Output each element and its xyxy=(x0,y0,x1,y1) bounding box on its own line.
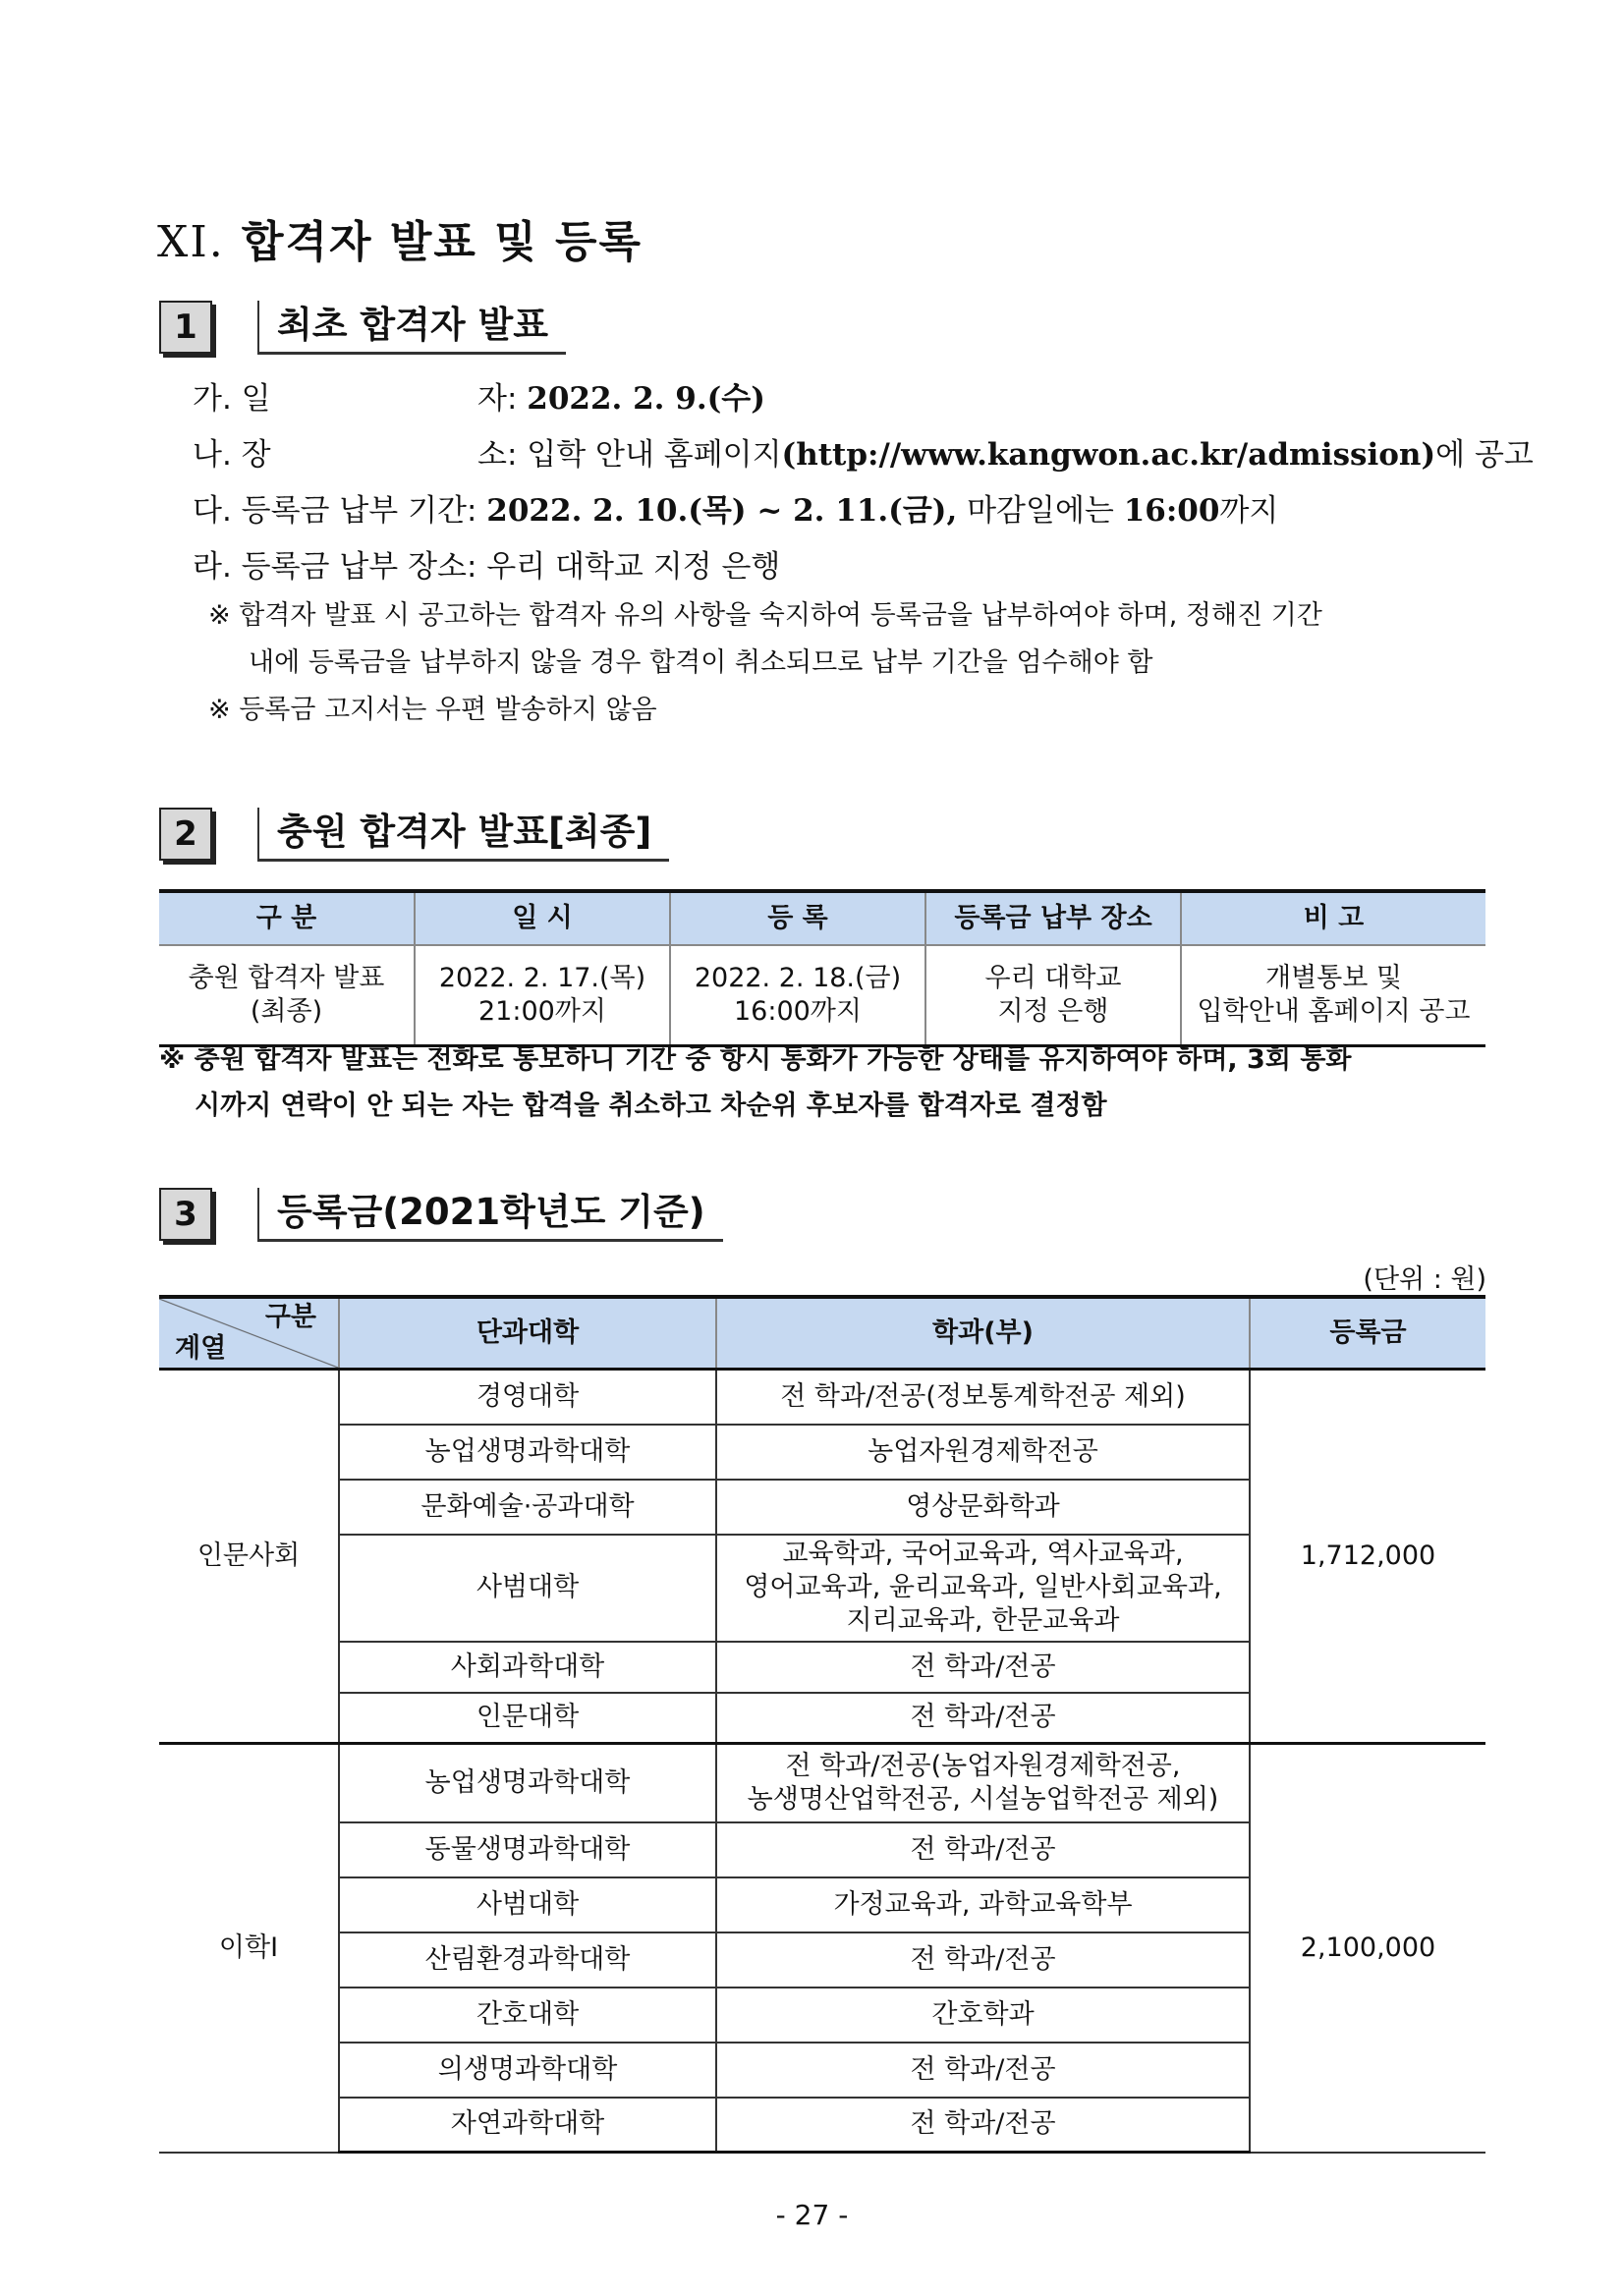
cell-department xyxy=(716,1744,1250,1822)
cell-line: 16:00까지 xyxy=(734,996,862,1027)
cell-line: 개별통보 및 xyxy=(1265,963,1402,993)
s1-note-1-cont: 내에 등록금을 납부하지 않을 경우 합격이 취소되므로 납부 기간을 엄수해야 함 xyxy=(249,647,1153,678)
dept-line: 교육학과, 국어교육과, 역사교육과, xyxy=(782,1539,1184,1569)
cell-department xyxy=(716,1822,1250,1877)
chapter-number: XI. xyxy=(157,217,225,267)
s1-place-label: 나. 장 xyxy=(193,437,271,473)
cell-line: 입학안내 홈페이지 공고 xyxy=(1197,996,1471,1027)
cell-registration xyxy=(670,945,925,1046)
table-row xyxy=(159,1370,1485,1425)
cell-datetime xyxy=(415,945,670,1046)
cell-line: 2022. 2. 17.(목) xyxy=(438,963,646,993)
cell-line: 충원 합격자 발표 xyxy=(188,963,385,993)
table-row xyxy=(159,1744,1485,1822)
col-datetime: 일 시 xyxy=(415,891,670,945)
s1-bank-label: 라. 등록금 납부 장소: xyxy=(193,549,477,585)
tuition-table xyxy=(159,1295,1485,2154)
cell-line: 지정 은행 xyxy=(997,996,1109,1027)
col-registration: 등 록 xyxy=(670,891,925,945)
corner-top-label: 구분 xyxy=(264,1302,316,1332)
col-payment-place: 등록금 납부 장소 xyxy=(925,891,1181,945)
s1-date-value: 2022. 2. 9.(수) xyxy=(527,381,765,417)
cell-line: 21:00까지 xyxy=(478,996,606,1027)
s1-date-label: 가. 일 xyxy=(193,381,271,417)
cell-payment-place xyxy=(925,945,1181,1046)
section3-number: 3 xyxy=(159,1188,212,1241)
cell-line: (최종) xyxy=(250,996,323,1027)
s1-admission-link[interactable]: (http://www.kangwon.ac.kr/admission) xyxy=(781,437,1436,473)
s1-note-2: ※ 등록금 고지서는 우편 발송하지 않음 xyxy=(208,695,657,725)
cell-department xyxy=(716,1877,1250,1932)
dept-line: 전 학과/전공 xyxy=(910,2053,1056,2085)
page-number: - 27 - xyxy=(775,2199,849,2231)
dept-line: 간호학과 xyxy=(931,1998,1035,2030)
cell-department xyxy=(716,1932,1250,1988)
cell-department xyxy=(716,1535,1250,1642)
group-fee: 2,100,000 xyxy=(1250,1744,1485,2153)
s1-item-period xyxy=(193,491,1278,531)
cell-college: 농업생명과학대학 xyxy=(339,1744,716,1822)
supplementary-announcement-table xyxy=(159,889,1485,1047)
s1-period-time: 16:00 xyxy=(1123,493,1220,529)
col-department: 학과(부) xyxy=(716,1297,1250,1370)
dept-line: 전 학과/전공(정보통계학전공 제외) xyxy=(780,1380,1186,1412)
s1-item-date xyxy=(193,379,765,419)
dept-line: 지리교육과, 한문교육과 xyxy=(846,1605,1120,1636)
dept-line: 전 학과/전공 xyxy=(910,1651,1056,1682)
cell-department xyxy=(716,2043,1250,2098)
cell-department xyxy=(716,1480,1250,1535)
section1-number: 1 xyxy=(159,301,212,354)
s2-note-1: ※ 충원 합격자 발표는 전화로 통보하니 기간 중 항시 통화가 가능한 상태를 유지하여야 하며, 3회 통화 xyxy=(159,1044,1352,1075)
s1-place-value: 입학 안내 홈페이지 xyxy=(527,437,782,473)
s2-note-1-cont: 시까지 연락이 안 되는 자는 합격을 취소하고 차순위 후보자를 합격자로 결정함 xyxy=(195,1091,1107,1121)
dept-line: 농생명산업학전공, 시설농업학전공 제외) xyxy=(747,1783,1219,1815)
table-row xyxy=(159,945,1485,1046)
s1-period-until: 까지 xyxy=(1219,493,1279,529)
cell-department xyxy=(716,1425,1250,1480)
cell-department xyxy=(716,1693,1250,1744)
cell-department xyxy=(716,1370,1250,1425)
section3-title: 등록금(2021학년도 기준) xyxy=(257,1188,723,1242)
group-fee: 1,712,000 xyxy=(1250,1370,1485,1744)
cell-college: 동물생명과학대학 xyxy=(339,1822,716,1877)
cell-college: 경영대학 xyxy=(339,1370,716,1425)
dept-line: 전 학과/전공 xyxy=(910,1702,1056,1733)
table-header-row xyxy=(159,891,1485,945)
cell-college: 의생명과학대학 xyxy=(339,2043,716,2098)
cell-department xyxy=(716,2098,1250,2153)
s1-place-label2: 소: xyxy=(477,437,518,473)
cell-department xyxy=(716,1988,1250,2043)
cell-remarks xyxy=(1181,945,1485,1046)
cell-category xyxy=(159,945,415,1046)
group-name: 인문사회 xyxy=(159,1370,339,1744)
cell-college: 문화예술·공과대학 xyxy=(339,1480,716,1535)
corner-header xyxy=(159,1297,339,1370)
s1-place-suffix: 에 공고 xyxy=(1435,437,1534,473)
dept-line: 전 학과/전공 xyxy=(910,1833,1056,1865)
corner-bottom-label: 계열 xyxy=(175,1333,227,1364)
s1-item-place xyxy=(193,435,1534,475)
dept-line: 전 학과/전공(농업자원경제학전공, xyxy=(785,1750,1181,1781)
cell-college: 사회과학대학 xyxy=(339,1642,716,1693)
cell-department xyxy=(716,1642,1250,1693)
cell-line: 2022. 2. 18.(금) xyxy=(694,963,902,993)
chapter-title-text: 합격자 발표 및 등록 xyxy=(242,217,644,267)
col-college: 단과대학 xyxy=(339,1297,716,1370)
cell-college: 사범대학 xyxy=(339,1877,716,1932)
dept-line: 농업자원경제학전공 xyxy=(868,1435,1098,1467)
cell-college: 인문대학 xyxy=(339,1693,716,1744)
cell-college: 산림환경과학대학 xyxy=(339,1932,716,1988)
cell-line: 우리 대학교 xyxy=(984,963,1122,993)
dept-line: 영어교육과, 윤리교육과, 일반사회교육과, xyxy=(744,1572,1222,1602)
dept-line: 전 학과/전공 xyxy=(910,2108,1056,2140)
s1-note-1: ※ 합격자 발표 시 공고하는 합격자 유의 사항을 숙지하여 등록금을 납부하여야 하며, 정해진 기간 xyxy=(208,600,1322,631)
dept-line: 가정교육과, 과학교육학부 xyxy=(833,1888,1133,1920)
unit-label: (단위 : 원) xyxy=(1363,1264,1486,1295)
s1-period-label: 다. 등록금 납부 기간: xyxy=(193,493,477,529)
col-remarks: 비 고 xyxy=(1181,891,1485,945)
dept-line: 전 학과/전공 xyxy=(910,1943,1056,1975)
cell-college: 자연과학대학 xyxy=(339,2098,716,2153)
cell-college: 사범대학 xyxy=(339,1535,716,1642)
cell-college: 간호대학 xyxy=(339,1988,716,2043)
s1-item-bank xyxy=(193,547,780,587)
table-header-row xyxy=(159,1297,1485,1370)
s1-bank-value: 우리 대학교 지정 은행 xyxy=(486,549,781,585)
s1-period-value: 2022. 2. 10.(목) ~ 2. 11.(금), xyxy=(486,493,958,529)
s1-date-label2: 자: xyxy=(477,381,518,417)
section2-number: 2 xyxy=(159,808,212,861)
group-name: 이학Ⅰ xyxy=(159,1744,339,2153)
col-tuition: 등록금 xyxy=(1250,1297,1485,1370)
section2-title: 충원 합격자 발표[최종] xyxy=(257,808,669,862)
chapter-title xyxy=(157,206,643,269)
section1-title: 최초 합격자 발표 xyxy=(257,301,566,355)
cell-college: 농업생명과학대학 xyxy=(339,1425,716,1480)
dept-line: 영상문화학과 xyxy=(906,1490,1060,1522)
s1-period-deadline: 마감일에는 xyxy=(967,493,1114,529)
col-category: 구 분 xyxy=(159,891,415,945)
